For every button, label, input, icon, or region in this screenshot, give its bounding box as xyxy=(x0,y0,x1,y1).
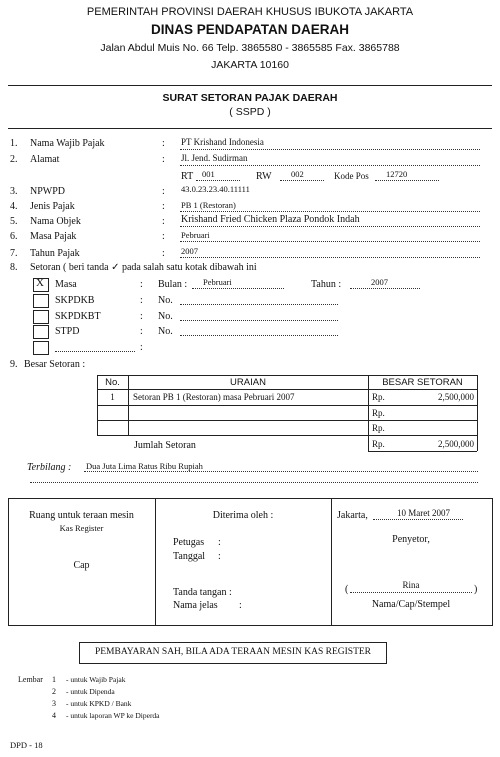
checkbox-skpdkb[interactable] xyxy=(33,294,49,308)
field-colon: : xyxy=(140,279,143,290)
tahun-label: Tahun : xyxy=(311,279,342,290)
field-number: 5. xyxy=(10,216,18,227)
header-line-2: DINAS PENDAPATAN DAERAH xyxy=(150,22,349,37)
lembar-number: 3 xyxy=(52,699,56,708)
field-colon: : xyxy=(140,311,143,322)
bulan-label: Bulan : xyxy=(158,279,188,290)
field-label: Tahun Pajak xyxy=(30,248,80,259)
petugas-colon: : xyxy=(218,537,221,548)
header-line-4: JAKARTA 10160 xyxy=(211,59,289,71)
checkbox-other[interactable] xyxy=(33,341,49,355)
form-code: DPD - 18 xyxy=(10,740,43,750)
nama-jelas-label: Nama jelas xyxy=(173,600,218,611)
bulan-value: Pebruari xyxy=(203,277,232,287)
field-number: 7. xyxy=(10,248,18,259)
field-number: 6. xyxy=(10,231,18,242)
row-rp: Rp. xyxy=(372,423,385,433)
field-label: Alamat xyxy=(30,154,60,165)
checkbox-label: STPD xyxy=(55,326,80,337)
field-value: 43.0.23.23.40.11111 xyxy=(181,184,250,194)
total-amount: 2,500,000 xyxy=(438,439,474,449)
total-rp: Rp. xyxy=(372,439,385,449)
row-uraian: Setoran PB 1 (Restoran) masa Pebruari 2007 xyxy=(133,392,295,402)
nama-jelas-colon: : xyxy=(239,600,242,611)
kas-register-title: Ruang untuk teraan mesin xyxy=(29,510,134,521)
checkbox-stpd[interactable] xyxy=(33,325,49,339)
lembar-number: 1 xyxy=(52,675,56,684)
field-value: 2007 xyxy=(181,246,198,256)
diterima-title: Diterima oleh : xyxy=(212,510,274,521)
field-colon: : xyxy=(162,186,165,197)
sign-date: 10 Maret 2007 xyxy=(397,508,450,518)
payment-notice: PEMBAYARAN SAH, BILA ADA TERAAN MESIN KAS REGISTER xyxy=(94,647,372,657)
table-header-uraian: URAIAN xyxy=(230,377,266,388)
total-label: Jumlah Setoran xyxy=(134,440,196,451)
checkbox-mark: X xyxy=(36,277,44,289)
cap-label: Cap xyxy=(73,560,90,571)
row-amount: 2,500,000 xyxy=(438,392,474,402)
lembar-text: - untuk KPKD / Bank xyxy=(66,699,132,708)
header-line-1: PEMERINTAH PROVINSI DAERAH KHUSUS IBUKOTA JAKARTA xyxy=(86,6,414,18)
form-title: SURAT SETORAN PAJAK DAERAH xyxy=(162,92,338,104)
lembar-number: 4 xyxy=(52,711,56,720)
row-no: 1 xyxy=(110,392,115,402)
city-label: Jakarta, xyxy=(337,510,368,521)
tanggal-colon: : xyxy=(218,551,221,562)
field-colon: : xyxy=(162,201,165,212)
field-label: Setoran ( beri tanda ✓ pada salah satu kotak dibawah ini xyxy=(30,262,257,273)
rt-label: RT xyxy=(181,171,194,182)
no-label: No. xyxy=(158,311,173,322)
kodepos-value: 12720 xyxy=(386,169,408,179)
lembar-text: - untuk laporan WP ke Diperda xyxy=(66,711,160,720)
field-label: Nama Objek xyxy=(30,216,81,227)
checkbox-label: SKPDKB xyxy=(55,295,95,306)
field-number: 1. xyxy=(10,138,18,149)
nama-cap-label: Nama/Cap/Stempel xyxy=(371,599,451,610)
field-value: PB 1 (Restoran) xyxy=(181,200,236,210)
field-label: Masa Pajak xyxy=(30,231,77,242)
rw-value: 002 xyxy=(291,169,304,179)
signer-name: Rina xyxy=(402,580,420,590)
tanda-tangan-label: Tanda tangan : xyxy=(173,587,232,598)
kas-register-subtitle: Kas Register xyxy=(59,523,104,533)
field-label: Nama Wajib Pajak xyxy=(30,138,105,149)
field-colon: : xyxy=(162,154,165,165)
field-colon: : xyxy=(162,248,165,259)
field-colon: : xyxy=(140,326,143,337)
field-value: Pebruari xyxy=(181,230,210,240)
besar-label: Besar Setoran : xyxy=(24,359,86,370)
tanggal-label: Tanggal xyxy=(173,551,206,562)
no-label: No. xyxy=(158,295,173,306)
checkbox-label: Masa xyxy=(55,279,77,290)
rt-value: 001 xyxy=(202,169,215,179)
field-value: PT Krishand Indonesia xyxy=(181,137,264,147)
open-paren: ( xyxy=(345,584,349,595)
lembar-text: - untuk Wajib Pajak xyxy=(66,675,126,684)
no-label: No. xyxy=(158,326,173,337)
checkbox-skpdkbt[interactable] xyxy=(33,310,49,324)
tahun-value: 2007 xyxy=(371,277,388,287)
terbilang-value: Dua Juta Lima Ratus Ribu Rupiah xyxy=(86,461,203,471)
table-header-besar: BESAR SETORAN xyxy=(382,377,463,388)
field-number: 2. xyxy=(10,154,18,165)
field-colon: : xyxy=(140,342,143,353)
lembar-text: - untuk Dipenda xyxy=(66,687,115,696)
rw-label: RW xyxy=(256,171,272,182)
row-rp: Rp. xyxy=(372,408,385,418)
terbilang-label: Terbilang : xyxy=(27,462,72,473)
kodepos-label: Kode Pos xyxy=(334,171,369,181)
field-label: NPWPD xyxy=(30,186,66,197)
field-number: 4. xyxy=(10,201,18,212)
field-label: Jenis Pajak xyxy=(30,201,75,212)
besar-number: 9. xyxy=(10,359,18,370)
field-number: 3. xyxy=(10,186,18,197)
close-paren: ) xyxy=(474,584,478,595)
form-subtitle: ( SSPD ) xyxy=(229,106,271,118)
field-colon: : xyxy=(162,216,165,227)
row-rp: Rp. xyxy=(372,392,385,402)
field-colon: : xyxy=(162,231,165,242)
checkbox-label: SKPDKBT xyxy=(55,311,101,322)
field-value: Jl. Jend. Sudirman xyxy=(181,153,248,163)
header-line-3: Jalan Abdul Muis No. 66 Telp. 3865580 - 3865585 Fax. 3865788 xyxy=(100,42,400,54)
field-colon: : xyxy=(140,295,143,306)
table-header-no: No. xyxy=(105,377,120,388)
lembar-number: 2 xyxy=(52,687,56,696)
petugas-label: Petugas xyxy=(173,537,205,548)
penyetor-label: Penyetor, xyxy=(392,534,430,545)
field-colon: : xyxy=(162,138,165,149)
field-value: Krishand Fried Chicken Plaza Pondok Indah xyxy=(181,214,360,225)
field-number: 8. xyxy=(10,262,18,273)
lembar-label: Lembar xyxy=(18,675,43,684)
